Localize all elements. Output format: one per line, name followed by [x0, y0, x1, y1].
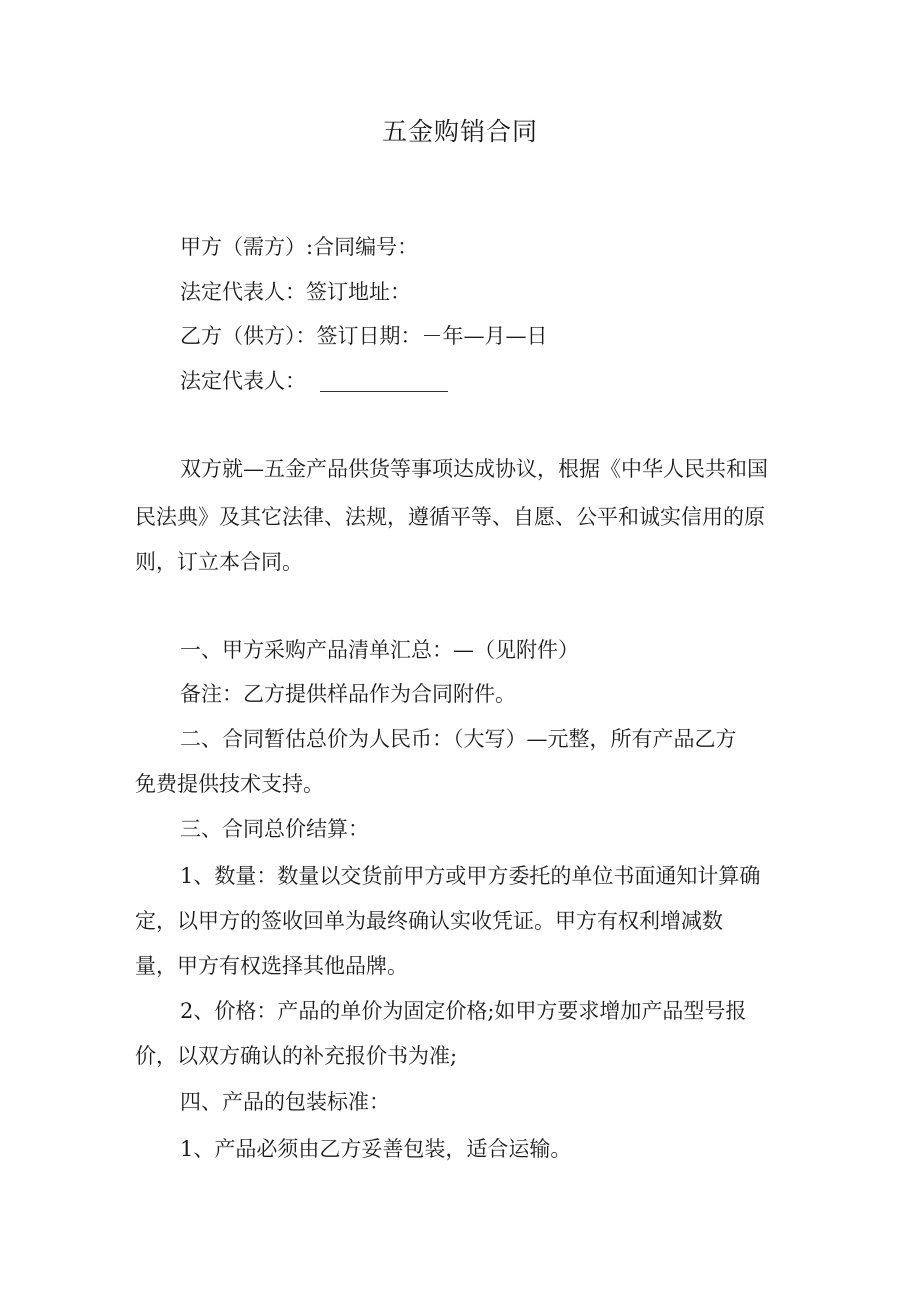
- rep-b-label: 法定代表人：: [180, 369, 306, 393]
- rep-b-line: [180, 366, 448, 396]
- party-b-line: 乙方（供方）：签订日期：－年—月—日: [180, 324, 548, 348]
- clause-2-line-1: 二、合同暂估总价为人民币：（大写）—元整，所有产品乙方: [180, 727, 737, 751]
- rep-a-line: 法定代表人：签订地址：: [180, 280, 411, 304]
- clause-4: 四、产品的包装标准：: [180, 1090, 390, 1114]
- clause-3: 三、合同总价结算：: [180, 817, 369, 841]
- clause-4-1: 1、产品必须由乙方妥善包装，适合运输。: [180, 1137, 572, 1161]
- clause-note: 备注：乙方提供样品作为合同附件。: [180, 682, 516, 706]
- clause-3-2-line-1: 2、价格：产品的单价为固定价格;如甲方要求增加产品型号报: [180, 999, 747, 1023]
- intro-line-2: 民法典》及其它法律、法规，遵循平等、自愿、公平和诚实信用的原: [135, 505, 765, 529]
- clause-1: 一、甲方采购产品清单汇总：—（见附件）: [180, 638, 579, 662]
- clause-3-1-line-2: 定，以甲方的签收回单为最终确认实收凭证。甲方有权利增减数: [135, 909, 723, 933]
- clause-3-1-line-1: 1、数量：数量以交货前甲方或甲方委托的单位书面通知计算确: [180, 864, 761, 888]
- intro-line-3: 则，订立本合同。: [135, 550, 303, 574]
- intro-line-1: 双方就—五金产品供货等事项达成协议，根据《中华人民共和国: [180, 457, 768, 481]
- signature-blank: [320, 371, 448, 392]
- party-a-line: 甲方（需方）:合同编号：: [180, 235, 419, 259]
- clause-3-2-line-2: 价，以双方确认的补充报价书为准;: [135, 1044, 458, 1068]
- clause-3-1-line-3: 量，甲方有权选择其他品牌。: [135, 954, 408, 978]
- page-title: 五金购销合同: [381, 117, 538, 146]
- clause-2-line-2: 免费提供技术支持。: [135, 772, 324, 796]
